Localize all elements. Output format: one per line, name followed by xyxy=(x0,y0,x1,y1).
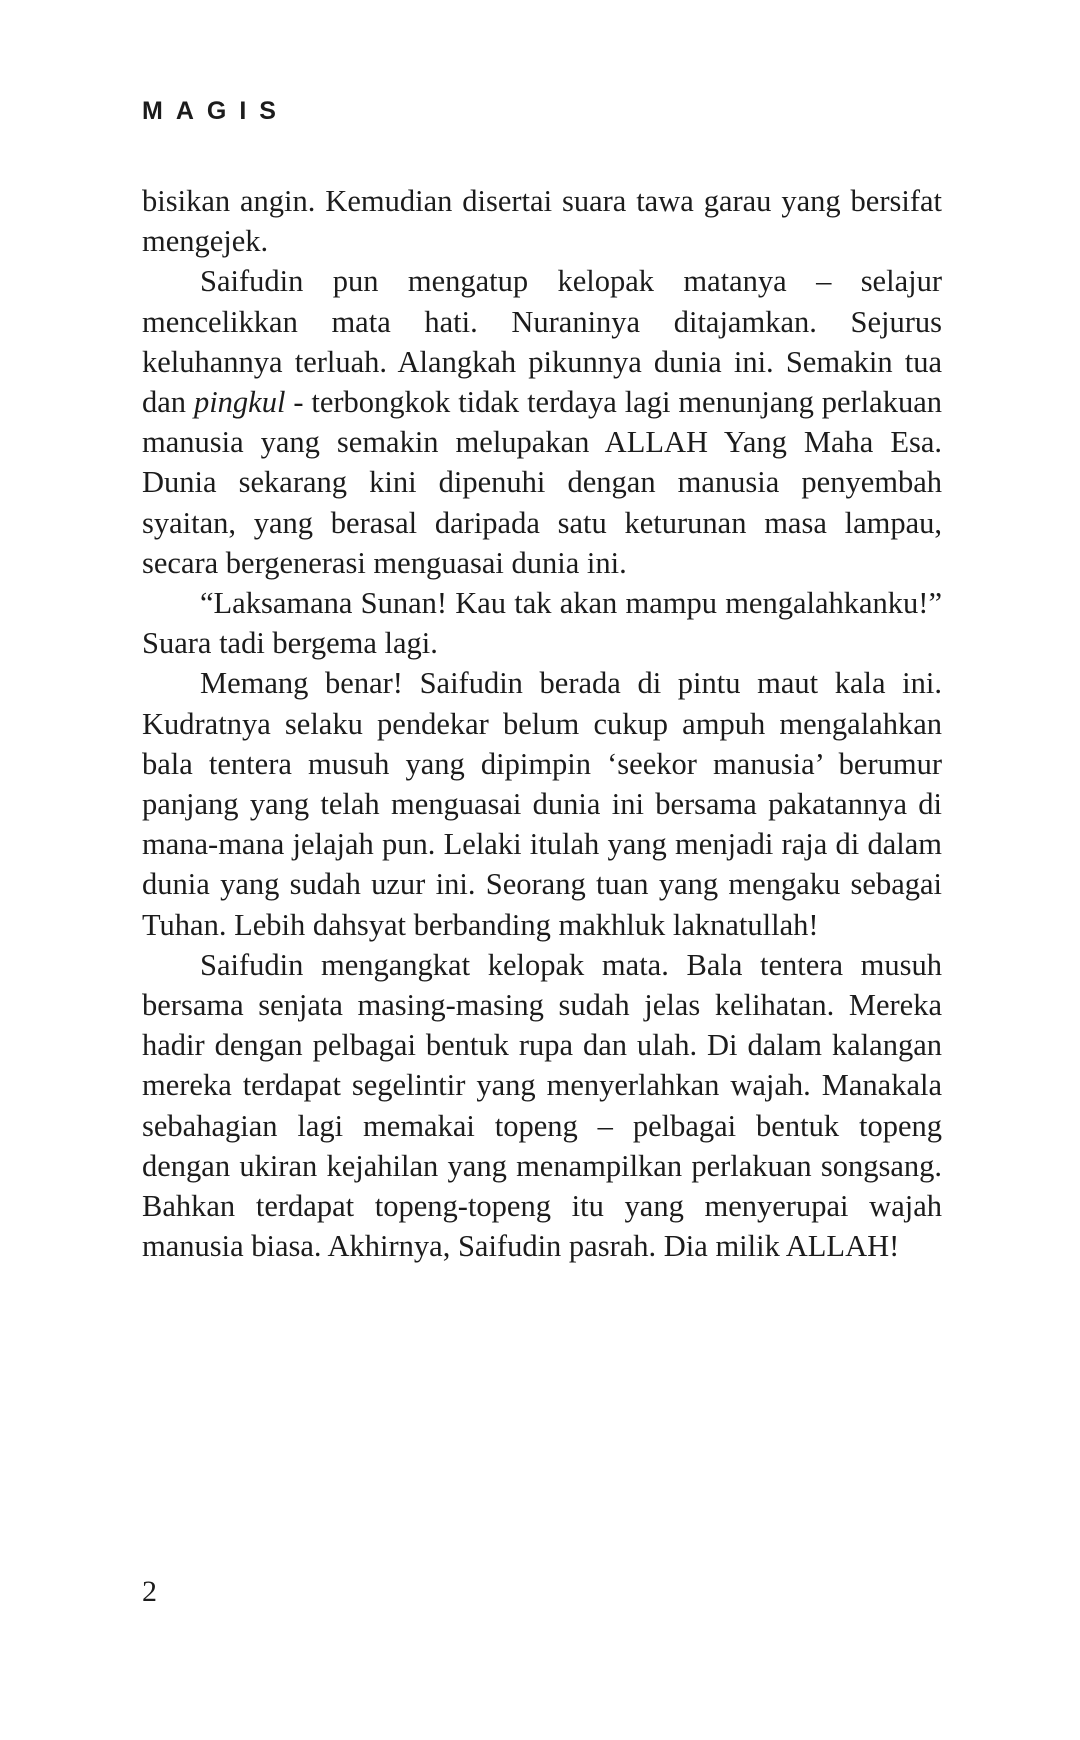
italic-term: pingkul xyxy=(193,385,286,420)
page-number: 2 xyxy=(142,1575,157,1608)
paragraph-2-text-end: - terbongkok tidak terdaya lagi menunjang perlakuan manusia yang semakin melupakan ALLAH Yang Maha Esa. Dunia sekarang kini dipenuhi dengan manusia penyembah syaitan, yang berasal daripada satu keturunan masa lampau, secara bergenerasi menguasai dunia ini. xyxy=(142,385,942,580)
paragraph-2 xyxy=(142,261,942,583)
body-text xyxy=(142,181,942,1266)
running-header-title: MAGIS xyxy=(142,97,289,125)
paragraph-3: “Laksamana Sunan! Kau tak akan mampu mengalahkanku!” Suara tadi bergema lagi. xyxy=(142,586,942,661)
paragraph-1: bisikan angin. Kemudian disertai suara tawa garau yang bersifat mengejek. xyxy=(142,184,942,259)
paragraph-4: Memang benar! Saifudin berada di pintu maut kala ini. Kudratnya selaku pendekar belum cukup ampuh mengalahkan bala tentera musuh yang dipimpin ‘seekor manusia’ berumur panjang yang telah menguasai dunia ini bersama pakatannya di mana-mana jelajah pun. Lelaki itulah yang menjadi raja di dalam dunia yang sudah uzur ini. Seorang tuan yang mengaku sebagai Tuhan. Lebih dahsyat berbanding makhluk laknatullah! xyxy=(142,666,942,942)
paragraph-2-text-start: Saifudin pun mengatup kelopak matanya – selajur mencelikkan mata hati. Nuraninya ditajamkan. Sejurus keluhannya terluah. Alangkah pikunnya dunia ini. Semakin tua dan xyxy=(142,264,942,420)
paragraph-5: Saifudin mengangkat kelopak mata. Bala tentera musuh bersama senjata masing-masing sudah jelas kelihatan. Mereka hadir dengan pelbagai bentuk rupa dan ulah. Di dalam kalangan mereka terdapat segelintir yang menyerlahkan wajah. Manakala sebahagian lagi memakai topeng – pelbagai bentuk topeng dengan ukiran kejahilan yang menampilkan perlakuan songsang. Bahkan terdapat topeng-topeng itu yang menyerupai wajah manusia biasa. Akhirnya, Saifudin pasrah. Dia milik ALLAH! xyxy=(142,947,942,1264)
